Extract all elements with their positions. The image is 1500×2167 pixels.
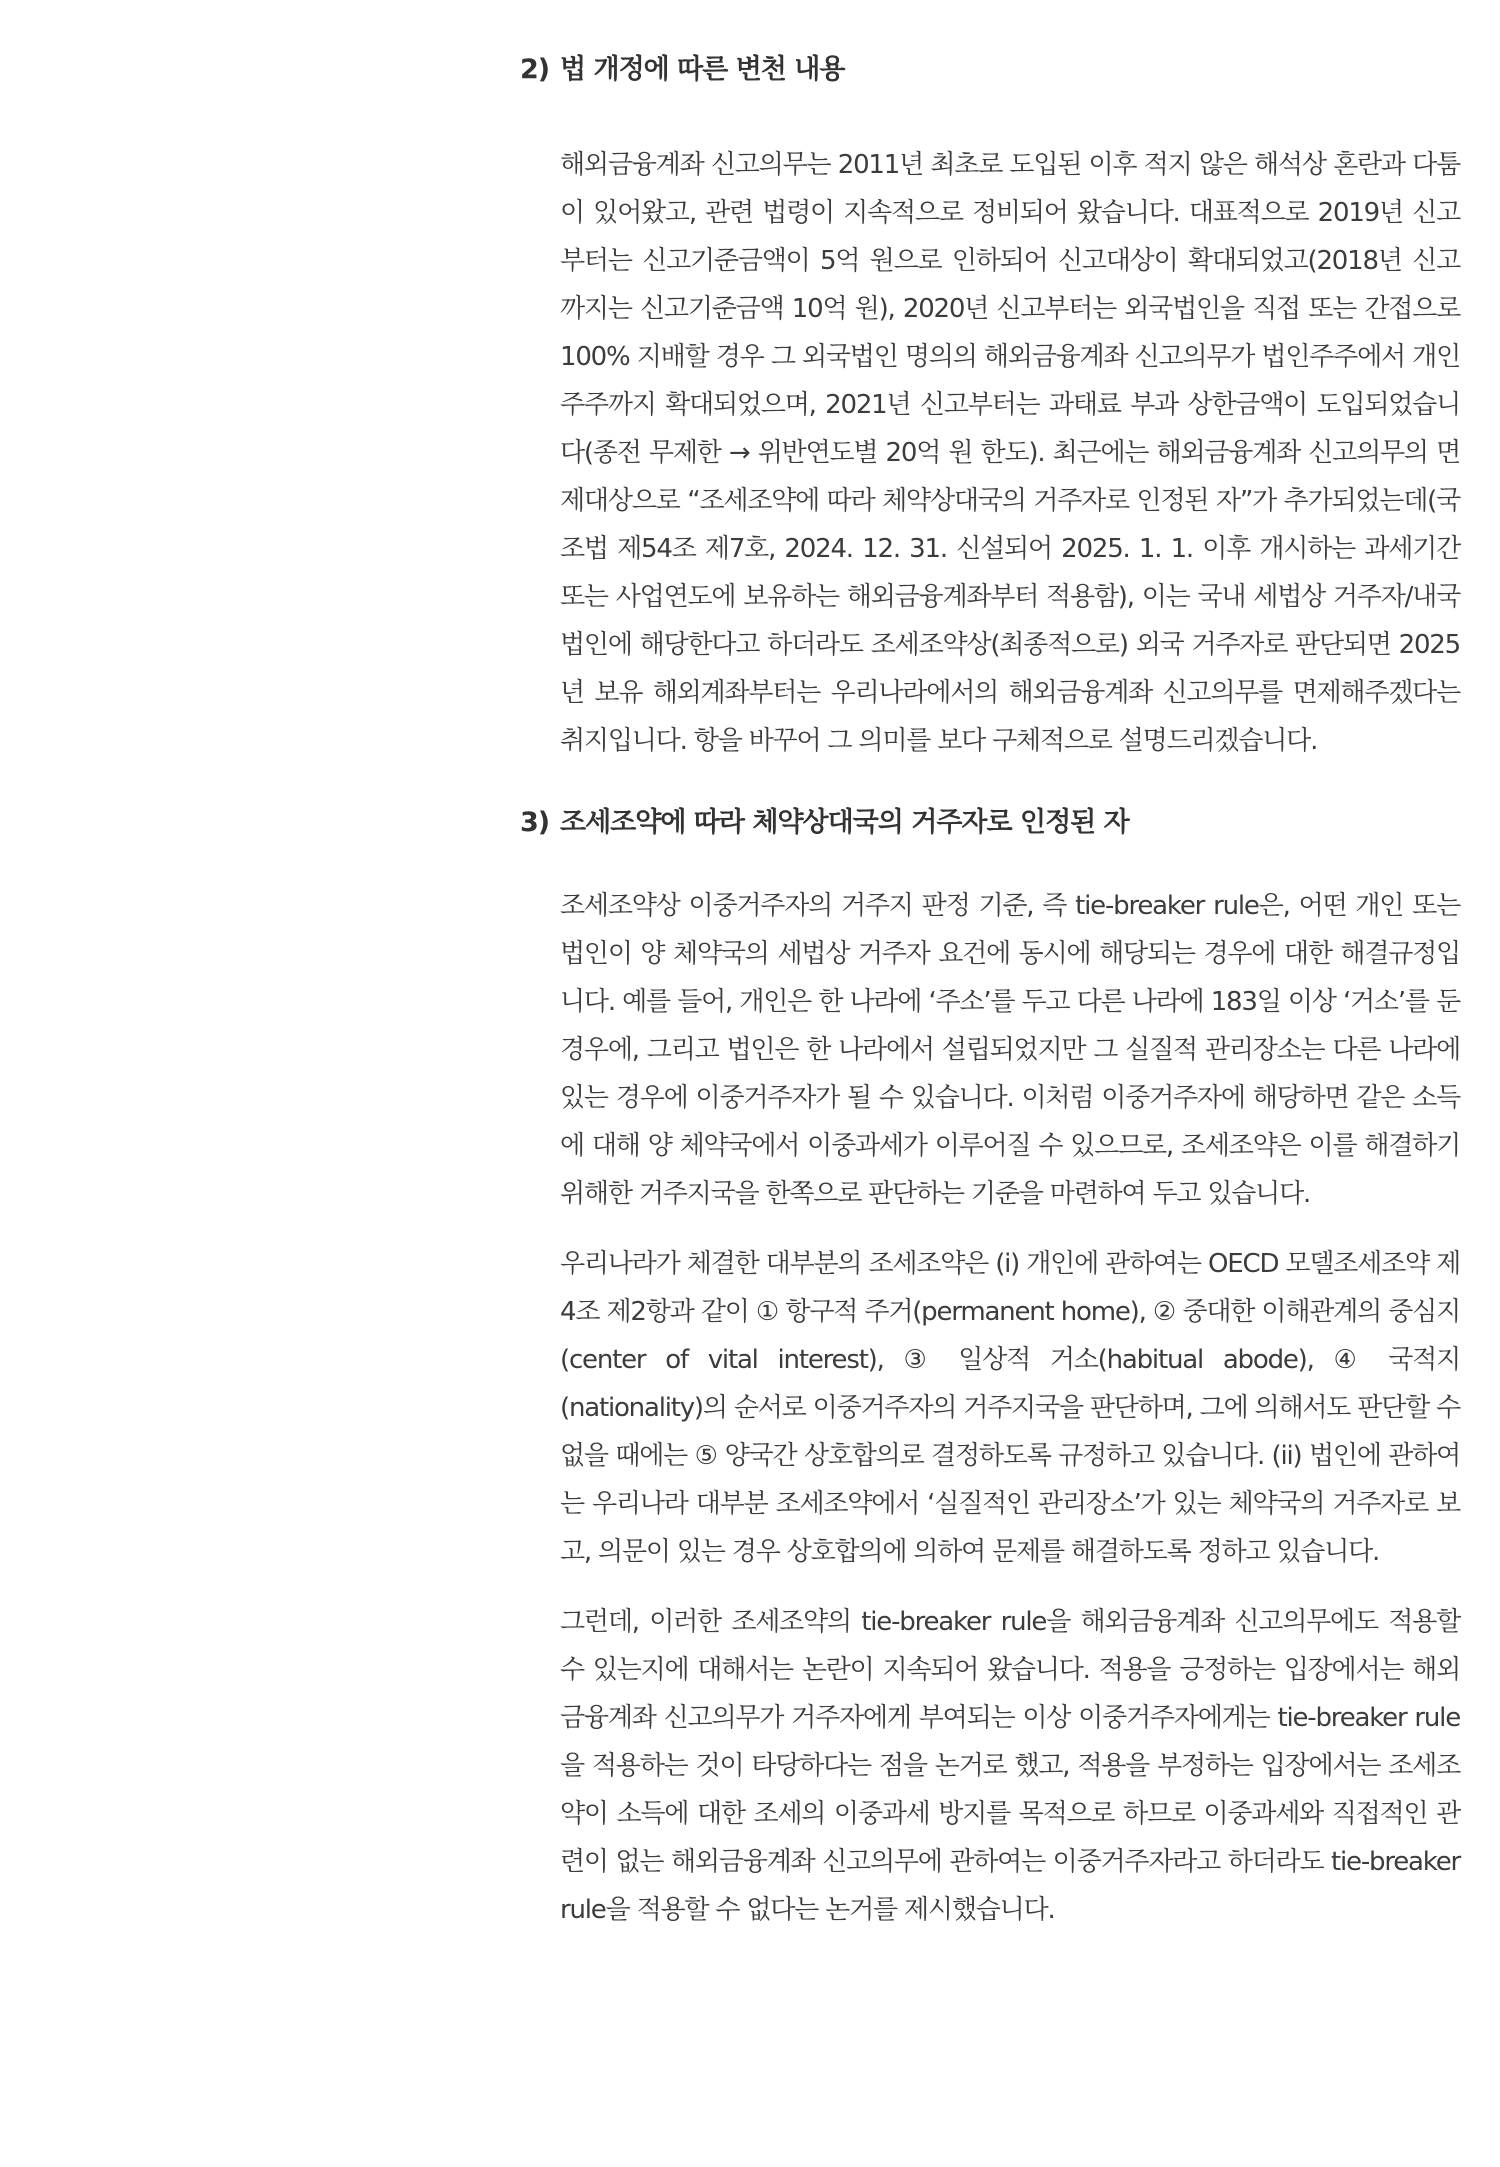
- section-body: [560, 141, 1460, 765]
- section-body: [560, 882, 1460, 1934]
- paragraph: 해외금융계좌 신고의무는 2011년 최초로 도입된 이후 적지 않은 해석상 혼란과 다툼이 있어왔고, 관련 법령이 지속적으로 정비되어 왔습니다. 대표적으로 2019년 신고부터는 신고기준금액이 5억 원으로 인하되어 신고대상이 확대되었고(2018년 신고까지는 신고기준금액 10억 원), 2020년 신고부터는 외국법인을 직접 또는 간접으로 100% 지배할 경우 그 외국법인 명의의 해외금융계좌 신고의무가 법인주주에서 개인주주까지 확대되었으며, 2021년 신고부터는 과태료 부과 상한금액이 도입되었습니다(종전 무제한 → 위반연도별 20억 원 한도). 최근에는 해외금융계좌 신고의무의 면제대상으로 “조세조약에 따라 체약상대국의 거주자로 인정된 자”가 추가되었는데(국조법 제54조 제7호, 2024. 12. 31. 신설되어 2025. 1. 1. 이후 개시하는 과세기간 또는 사업연도에 보유하는 해외금융계좌부터 적용함), 이는 국내 세법상 거주자/내국법인에 해당한다고 하더라도 조세조약상(최종적으로) 외국 거주자로 판단되면 2025년 보유 해외계좌부터는 우리나라에서의 해외금융계좌 신고의무를 면제해주겠다는 취지입니다. 항을 바꾸어 그 의미를 보다 구체적으로 설명드리겠습니다.: [560, 150, 1460, 757]
- section-title: 법 개정에 따른 변천 내용: [560, 54, 845, 85]
- section-heading: [520, 805, 1460, 840]
- section-title: 조세조약에 따라 체약상대국의 거주자로 인정된 자: [560, 807, 1129, 838]
- paragraph: 조세조약상 이중거주자의 거주지 판정 기준, 즉 tie-breaker rule은, 어떤 개인 또는 법인이 양 체약국의 세법상 거주자 요건에 동시에 해당되는 경우에 대한 해결규정입니다. 예를 들어, 개인은 한 나라에 ‘주소’를 두고 다른 나라에 183일 이상 ‘거소’를 둔 경우에, 그리고 법인은 한 나라에서 설립되었지만 그 실질적 관리장소는 다른 나라에 있는 경우에 이중거주자가 될 수 있습니다. 이처럼 이중거주자에 해당하면 같은 소득에 대해 양 체약국에서 이중과세가 이루어질 수 있으므로, 조세조약은 이를 해결하기 위해한 거주지국을 한쪽으로 판단하는 기준을 마련하여 두고 있습니다.: [560, 891, 1460, 1210]
- section-treaty-resident: [520, 805, 1460, 1934]
- paragraph: 그런데, 이러한 조세조약의 tie-breaker rule을 해외금융계좌 신고의무에도 적용할 수 있는지에 대해서는 논란이 지속되어 왔습니다. 적용을 긍정하는 입장에서는 해외금융계좌 신고의무가 거주자에게 부여되는 이상 이중거주자에게는 tie-breaker rule을 적용하는 것이 타당하다는 점을 논거로 했고, 적용을 부정하는 입장에서는 조세조약이 소득에 대한 조세의 이중과세 방지를 목적으로 하므로 이중과세와 직접적인 관련이 없는 해외금융계좌 신고의무에 관하여는 이중거주자라고 하더라도 tie-breaker rule을 적용할 수 없다는 논거를 제시했습니다.: [560, 1607, 1460, 1926]
- paragraph: 우리나라가 체결한 대부분의 조세조약은 (i) 개인에 관하여는 OECD 모델조세조약 제4조 제2항과 같이 ① 항구적 주거(permanent home), ② 중대한 이해관계의 중심지(center of vital interest), ③ 일상적 거소(habitual abode), ④ 국적지(nationality)의 순서로 이중거주자의 거주지국을 판단하며, 그에 의해서도 판단할 수 없을 때에는 ⑤ 양국간 상호합의로 결정하도록 규정하고 있습니다. (ii) 법인에 관하여는 우리나라 대부분 조세조약에서 ‘실질적인 관리장소’가 있는 체약국의 거주자로 보고, 의문이 있는 경우 상호합의에 의하여 문제를 해결하도록 정하고 있습니다.: [560, 1249, 1461, 1568]
- section-number: 3): [520, 807, 550, 838]
- section-heading: [520, 52, 1460, 87]
- section-legal-amendment-history: [520, 52, 1460, 765]
- section-number: 2): [520, 54, 550, 85]
